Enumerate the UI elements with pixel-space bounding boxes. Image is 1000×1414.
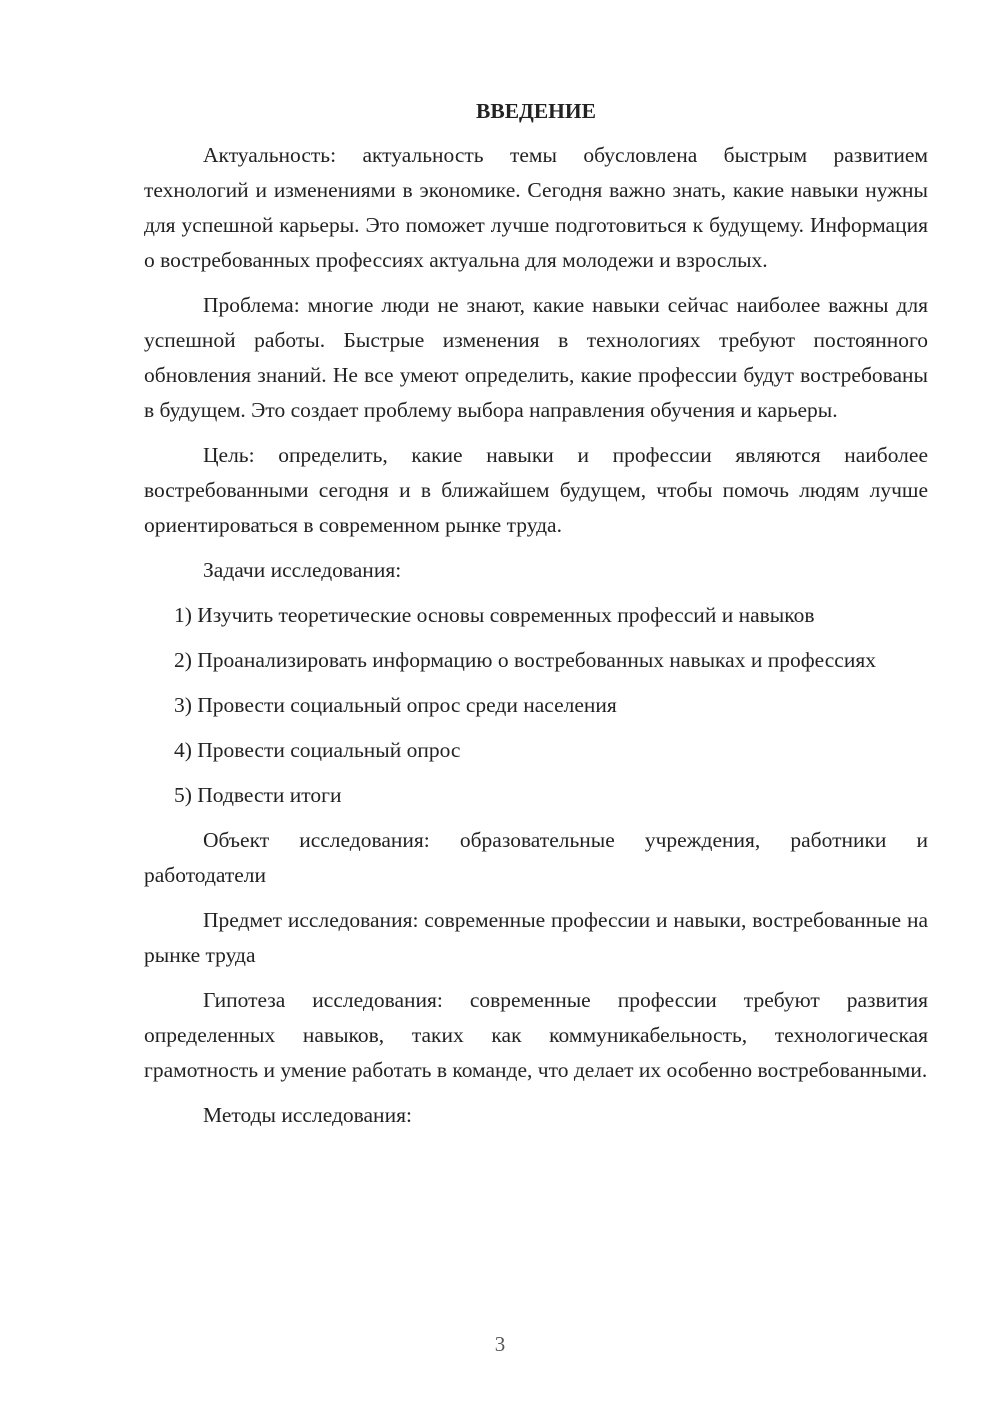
paragraph-methods: Методы исследования: <box>203 1103 412 1127</box>
task-item: 5) Подвести итоги <box>174 783 342 807</box>
section-title: ВВЕДЕНИЕ <box>476 99 596 123</box>
paragraph-goal: Цель: определить, какие навыки и профессии являются наиболее востребованными сегодня и в ближайшем будущем, чтобы помочь людям лучше ориентироваться в современном рынке труда. <box>144 443 928 537</box>
paragraph-hypothesis: Гипотеза исследования: современные профессии требуют развития определенных навыков, таких как коммуникабельность, технологическая грамотность и умение работать в команде, что делает их особенно востребованными. <box>144 988 928 1082</box>
document-page <box>144 96 928 1143</box>
paragraph-relevance: Актуальность: актуальность темы обусловлена быстрым развитием технологий и изменениями в экономике. Сегодня важно знать, какие навыки нужны для успешной карьеры. Это поможет лучше подготовиться к будущему. Информация о востребованных профессиях актуальна для молодежи и взрослых. <box>144 143 928 272</box>
paragraph-object: Объект исследования: образовательные учреждения, работники и работодатели <box>144 828 928 887</box>
page-number: 3 <box>494 1332 506 1356</box>
task-item: 4) Провести социальный опрос <box>174 738 461 762</box>
paragraph-subject: Предмет исследования: современные профессии и навыки, востребованные на рынке труда <box>144 908 928 967</box>
task-item: 1) Изучить теоретические основы современных профессий и навыков <box>174 603 815 627</box>
paragraph-problem: Проблема: многие люди не знают, какие навыки сейчас наиболее важны для успешной работы. Быстрые изменения в технологиях требуют постоянного обновления знаний. Не все умеют определить, какие профессии будут востребованы в будущем. Это создает проблему выбора направления обучения и карьеры. <box>144 293 928 422</box>
task-item: 2) Проанализировать информацию о востребованных навыках и профессиях <box>174 648 876 672</box>
tasks-heading: Задачи исследования: <box>203 558 402 582</box>
task-item: 3) Провести социальный опрос среди населения <box>174 693 617 717</box>
